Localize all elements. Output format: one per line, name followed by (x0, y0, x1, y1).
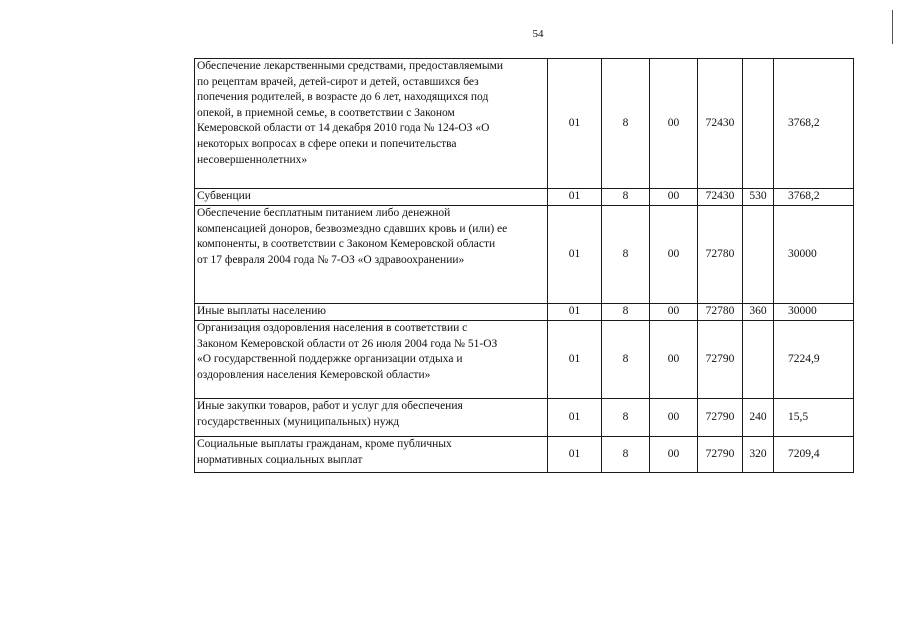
section-cell: 01 (548, 206, 602, 304)
description-line: Иные выплаты населению (197, 305, 326, 317)
table-row (195, 304, 854, 321)
description-line: опекой, в приемной семье, в соответствии с Законом (197, 106, 455, 119)
subsection-cell: 8 (602, 189, 650, 206)
program-cell: 00 (650, 437, 698, 473)
code-cell: 72430 (698, 189, 743, 206)
description-line: Социальные выплаты гражданам, кроме публичных (197, 438, 452, 450)
subsection-cell: 8 (602, 437, 650, 473)
section-cell: 01 (548, 59, 602, 189)
row-description (195, 399, 548, 437)
program-cell: 00 (650, 59, 698, 189)
code-cell: 72790 (698, 399, 743, 437)
table-row (195, 321, 854, 399)
row-description (195, 206, 548, 304)
code-cell: 72780 (698, 304, 743, 321)
page-number: 54 (532, 28, 544, 40)
expense-type-cell (743, 206, 774, 304)
subsection-cell: 8 (602, 399, 650, 437)
section-cell: 01 (548, 304, 602, 321)
description-line: компоненты, в соответствии с Законом Кемеровской области (197, 238, 496, 251)
amount-cell: 30000 (774, 304, 854, 321)
expense-type-cell: 320 (743, 437, 774, 473)
code-cell: 72430 (698, 59, 743, 189)
code-cell: 72790 (698, 321, 743, 399)
section-cell: 01 (548, 399, 602, 437)
amount-cell: 15,5 (774, 399, 854, 437)
expense-type-cell: 530 (743, 189, 774, 206)
row-description (195, 437, 548, 473)
description-line: попечения родителей, в возрасте до 6 лет, находящихся под (197, 91, 489, 104)
row-description (195, 321, 548, 399)
amount-cell: 30000 (774, 206, 854, 304)
description-line: от 17 февраля 2004 года № 7-ОЗ «О здравоохранении» (197, 253, 465, 266)
description-line: Организация оздоровления населения в соответствии с (197, 322, 468, 334)
expense-type-cell: 240 (743, 399, 774, 437)
program-cell: 00 (650, 399, 698, 437)
code-cell: 72780 (698, 206, 743, 304)
program-cell: 00 (650, 304, 698, 321)
description-line: «О государственной поддержке организации отдыха и (197, 353, 463, 366)
description-line: Обеспечение лекарственными средствами, предоставляемыми (197, 60, 504, 72)
description-line: по рецептам врачей, детей-сирот и детей, оставшихся без (197, 75, 479, 88)
table-row (195, 437, 854, 473)
expense-type-cell (743, 59, 774, 189)
description-line: Иные закупки товаров, работ и услуг для обеспечения (197, 400, 463, 412)
description-line: Субвенции (197, 190, 251, 202)
subsection-cell: 8 (602, 206, 650, 304)
description-line: нормативных социальных выплат (197, 453, 363, 466)
table-row (195, 59, 854, 189)
amount-cell: 3768,2 (774, 189, 854, 206)
description-line: Обеспечение бесплатным питанием либо денежной (197, 207, 451, 219)
table-row (195, 189, 854, 206)
expense-type-cell (743, 321, 774, 399)
row-description (195, 189, 548, 206)
subsection-cell: 8 (602, 304, 650, 321)
table-row (195, 206, 854, 304)
row-description (195, 59, 548, 189)
subsection-cell: 8 (602, 321, 650, 399)
amount-cell: 3768,2 (774, 59, 854, 189)
section-cell: 01 (548, 321, 602, 399)
program-cell: 00 (650, 206, 698, 304)
description-line: компенсацией доноров, безвозмездно сдавших кровь и (или) ее (197, 222, 508, 235)
section-cell: 01 (548, 437, 602, 473)
subsection-cell: 8 (602, 59, 650, 189)
description-line: Кемеровской области от 14 декабря 2010 года № 124-ОЗ «О (197, 122, 490, 135)
description-line: некоторых вопросах в сфере опеки и попечительства (197, 137, 457, 150)
description-line: оздоровления населения Кемеровской области» (197, 368, 431, 381)
code-cell: 72790 (698, 437, 743, 473)
amount-cell: 7224,9 (774, 321, 854, 399)
program-cell: 00 (650, 321, 698, 399)
amount-cell: 7209,4 (774, 437, 854, 473)
section-cell: 01 (548, 189, 602, 206)
description-line: несовершеннолетних» (197, 153, 308, 166)
table-row (195, 399, 854, 437)
description-line: Законом Кемеровской области от 26 июля 2004 года № 51-ОЗ (197, 337, 498, 350)
budget-table (194, 58, 854, 473)
expense-type-cell: 360 (743, 304, 774, 321)
program-cell: 00 (650, 189, 698, 206)
row-description (195, 304, 548, 321)
description-line: государственных (муниципальных) нужд (197, 415, 400, 428)
scan-edge-mark (892, 10, 893, 44)
